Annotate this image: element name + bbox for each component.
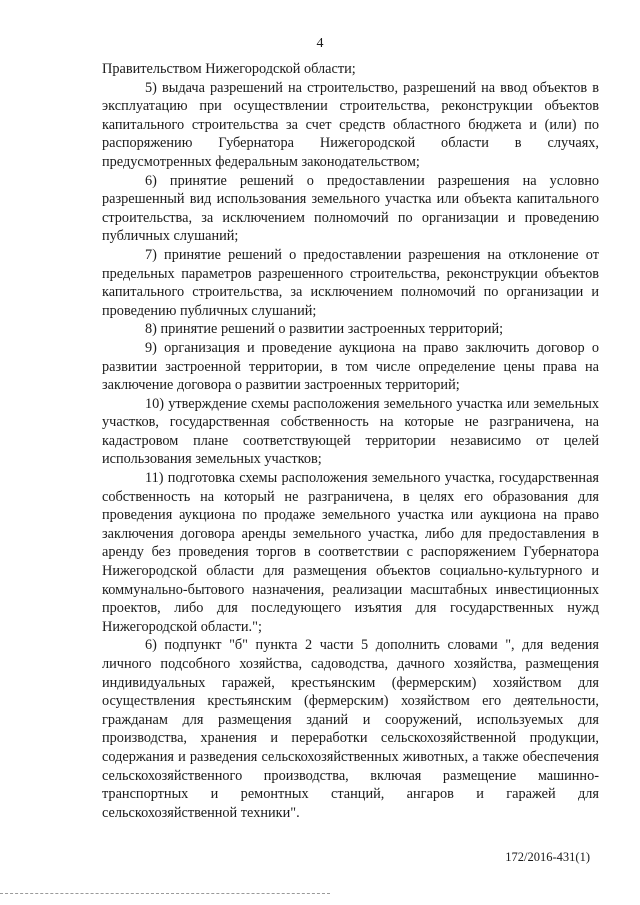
document-body [102, 60, 599, 822]
paragraph-item-6: 6) принятие решений о предоставлении разрешения на условно разрешенный вид использования земельного участка или объекта капитального строительства, за исключением полномочий по организации и проведению публичных слушаний; [102, 172, 599, 245]
paragraph-item-8: 8) принятие решений о развитии застроенных территорий; [145, 321, 504, 338]
paragraph-item-9: 9) организация и проведение аукциона на право заключить договор о развитии застроенной территории, в том числе определение цены права на заключение договора о развитии застроенных территорий; [102, 339, 599, 394]
page-number: 4 [316, 36, 324, 51]
paragraph-item-11: 11) подготовка схемы расположения земельного участка, государственная собственность на который не разграничена, в целях его образования для проведения аукциона по продаже земельного участка или аукциона на право заключения договора аренды земельного участка, либо для предоставления в аренду без проведения торгов в соответствии с распоряжением Губернатора Нижегородской области для размещения объектов социально-культурного и коммунально-бытового назначения, реализации масштабных инвестиционных проектов, либо для последующего изъятия для государственных нужд Нижегородской области."; [102, 470, 599, 635]
page-divider [0, 893, 330, 894]
paragraph-item-7: 7) принятие решений о предоставлении разрешения на отклонение от предельных параметров разрешенного строительства, реконструкции объектов капитального строительства, за исключением полномочий по организации и проведению публичных слушаний; [102, 246, 599, 319]
paragraph-continuation: Правительством Нижегородской области; [102, 61, 356, 77]
paragraph-amendment-6: 6) подпункт "б" пункта 2 части 5 дополнить словами ", для ведения личного подсобного хозяйства, садоводства, дачного хозяйства, размещения индивидуальных гаражей, крестьянским (фермерским) хозяйством для осуществления крестьянским (фермерским) хозяйством его деятельности, гражданам для размещения зданий и сооружений, используемых для производства, хранения и переработки сельскохозяйственной продукции, содержания и разведения сельскохозяйственных животных, а также обеспечения сельскохозяйственного производства, включая размещение машинно-транспортных и ремонтных станций, ангаров и гаражей для сельскохозяйственной техники". [102, 637, 599, 821]
document-code: 172/2016-431(1) [505, 850, 590, 864]
paragraph-item-5: 5) выдача разрешений на строительство, разрешений на ввод объектов в эксплуатацию при осуществлении строительства, реконструкции объектов капитального строительства за счет средств областного бюджета и (или) по распоряжению Губернатора Нижегородской области в случаях, предусмотренных федеральным законодательством; [102, 79, 599, 170]
paragraph-item-10: 10) утверждение схемы расположения земельного участка или земельных участков, государственная собственность на которые не разграничена, на кадастровом плане соответствующей территории независимо от целей использования земельных участков; [102, 395, 599, 468]
